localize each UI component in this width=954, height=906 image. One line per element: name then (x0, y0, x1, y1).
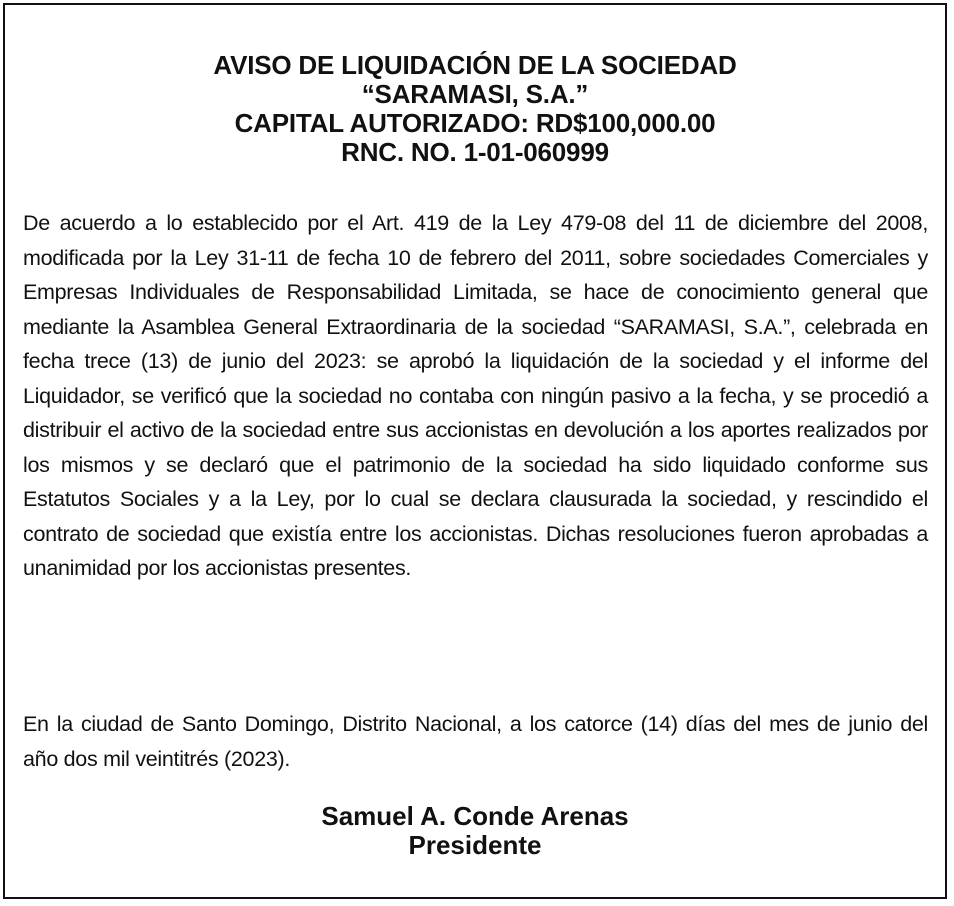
legal-notice-frame (3, 3, 947, 899)
signatory-role: Presidente (408, 830, 542, 860)
notice-title (5, 51, 945, 167)
title-line-rnc: RNC. NO. 1-01-060999 (341, 137, 609, 167)
title-line-notice: AVISO DE LIQUIDACIÓN DE LA SOCIEDAD (213, 50, 737, 80)
title-line-capital: CAPITAL AUTORIZADO: RD$100,000.00 (234, 108, 716, 138)
notice-location-date-paragraph: En la ciudad de Santo Domingo, Distrito Nacional, a los catorce (14) días del mes de junio del año dos mil veintitrés (2023). (23, 712, 928, 771)
title-line-company: “SARAMASI, S.A.” (361, 79, 589, 109)
signature-block (5, 802, 945, 860)
signatory-name: Samuel A. Conde Arenas (321, 801, 629, 831)
notice-body-paragraph: De acuerdo a lo establecido por el Art. 419 de la Ley 479-08 del 11 de diciembre del 2008, modificada por la Ley 31-11 de fecha 10 de febrero del 2011, sobre sociedades Comerciales y Empresas Individuales de Responsabilidad Limitada, se hace de conocimiento general que mediante la Asamblea General Extraordinaria de la sociedad “SARAMASI, S.A.”, celebrada en fecha trece (13) de junio del 2023: se aprobó la liquidación de la sociedad y el informe del Liquidador, se verificó que la sociedad no contaba con ningún pasivo a la fecha, y se procedió a distribuir el activo de la sociedad entre sus accionistas en devolución a los aportes realizados por los mismos y se declaró que el patrimonio de la sociedad ha sido liquidado conforme sus Estatutos Sociales y a la Ley, por lo cual se declara clausurada la sociedad, y rescindido el contrato de sociedad que existía entre los accionistas. Dichas resoluciones fueron aprobadas a unanimidad por los accionistas presentes. (23, 211, 928, 580)
